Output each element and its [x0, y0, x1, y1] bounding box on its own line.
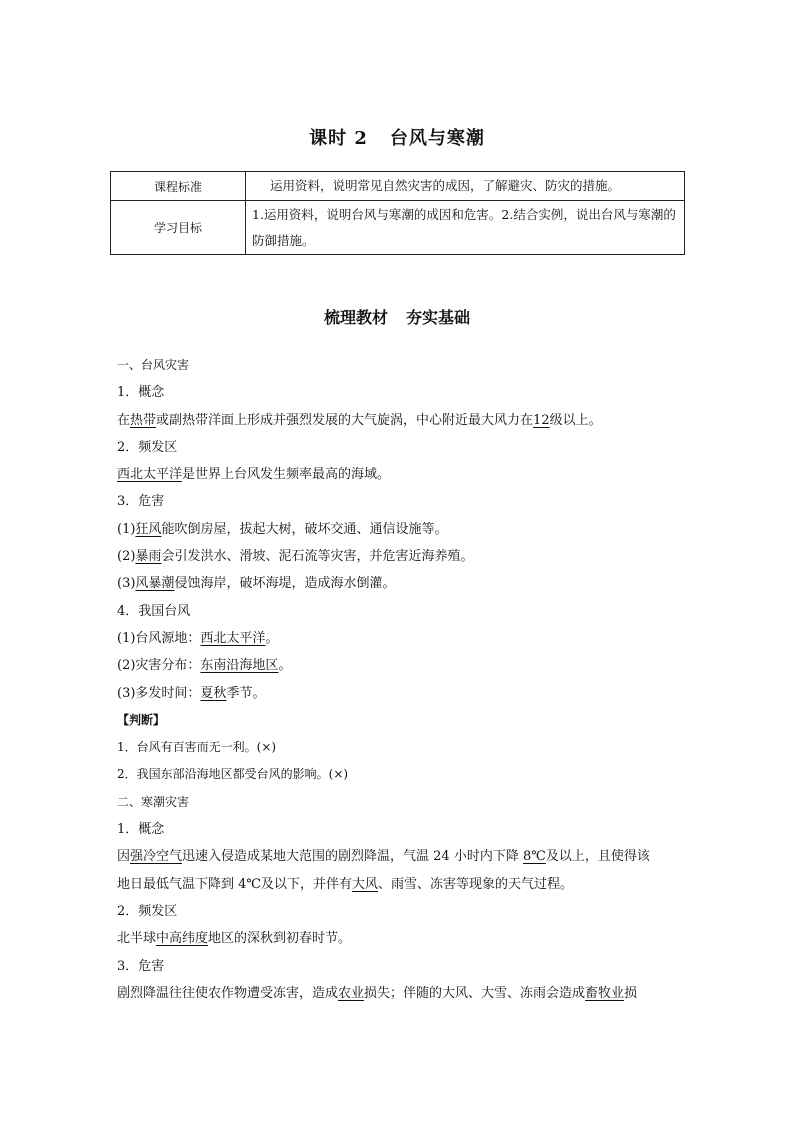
row-value: 运用资料，说明常见自然灾害的成因，了解避灾、防灾的措施。 — [246, 172, 685, 201]
blank-answer: 暴雨 — [135, 549, 162, 565]
blank-answer: 畜牧业 — [585, 985, 625, 1001]
text: 。 — [265, 630, 279, 646]
judge-heading: 【判断】 — [117, 712, 166, 727]
lesson-number: 课时 2 — [309, 128, 368, 149]
text: 地区的深秋到初春时节。 — [208, 931, 352, 947]
text: (1)台风源地： — [117, 630, 201, 646]
text: 损 — [624, 985, 638, 1001]
row-label: 课程标准 — [111, 172, 246, 201]
table-row — [111, 172, 685, 201]
judge-item-2: 2．我国东部沿海地区都受台风的影响。(×) — [117, 767, 349, 782]
text: 或副热带洋面上形成并强烈发展的大气旋涡，中心附近最大风力在 — [156, 412, 534, 428]
text: 剧烈降温往往使农作物遭受冻害，造成 — [117, 985, 339, 1001]
concept-heading: 1．概念 — [117, 822, 165, 838]
page-title — [0, 124, 794, 150]
text: (3)多发时间： — [117, 685, 201, 701]
text: (1) — [117, 521, 136, 537]
coldwave-concept-line-1 — [117, 843, 697, 870]
text: (2) — [117, 549, 136, 565]
blank-answer: 西北太平洋 — [117, 467, 183, 483]
text: 因 — [117, 849, 131, 865]
harm-heading: 3．危害 — [117, 494, 165, 510]
zone-heading: 2．频发区 — [117, 903, 178, 919]
text: 级以上 — [549, 412, 589, 428]
row-label: 学习目标 — [111, 201, 246, 255]
coldwave-harm-line-1 — [117, 980, 697, 1007]
text: 在 — [117, 412, 131, 428]
blank-answer: 农业 — [338, 985, 365, 1001]
china-item-2 — [117, 652, 697, 679]
part2-heading: 二、寒潮灾害 — [117, 794, 190, 809]
china-heading: 4．我国台风 — [117, 603, 191, 619]
text: (3) — [117, 576, 136, 592]
typhoon-harm-3 — [117, 570, 697, 597]
text: 是世界上台风发生频率最高的海域。 — [182, 467, 391, 483]
text: 能吹倒房屋，拔起大树，破坏交通、通信设施等。 — [161, 521, 448, 537]
text: 季节。 — [226, 685, 266, 701]
typhoon-zone — [117, 461, 697, 488]
coldwave-zone — [117, 925, 697, 952]
lesson-topic: 台风与寒潮 — [389, 128, 485, 149]
blank-answer: 热带 — [130, 412, 157, 428]
typhoon-harm-2 — [117, 543, 697, 570]
content-body — [117, 352, 697, 1007]
section-title-right: 夯实基础 — [406, 308, 471, 327]
blank-answer: 12 — [533, 412, 550, 428]
blank-answer: 夏秋 — [200, 685, 227, 701]
china-item-3 — [117, 680, 697, 707]
blank-answer: 中高纬度 — [156, 931, 209, 947]
table-row — [111, 201, 685, 255]
text: 。 — [278, 658, 292, 674]
concept-heading: 1．概念 — [117, 385, 165, 401]
text: 迅速入侵造成某地大范围的剧烈降温，气温 24 小时内下降 — [182, 849, 523, 865]
text: 北半球 — [117, 931, 157, 947]
text: 及以上，且使得该 — [545, 849, 650, 865]
judge-item-1: 1．台风有百害而无一利。(×) — [117, 740, 277, 755]
standards-table — [110, 171, 685, 255]
typhoon-concept — [117, 407, 697, 434]
text: 侵蚀海岸，破坏海堤，造成海水倒灌。 — [174, 576, 396, 592]
blank-answer: 西北太平洋 — [200, 630, 266, 646]
section-title-left: 梳理教材 — [323, 308, 388, 327]
harm-heading: 3．危害 — [117, 958, 165, 974]
text: 、雨雪、冻害等现象的天气过程。 — [377, 876, 573, 892]
blank-answer: 强冷空气 — [130, 849, 183, 865]
section-title — [0, 305, 794, 328]
blank-answer: 风暴潮 — [135, 576, 175, 592]
china-item-1 — [117, 625, 697, 652]
typhoon-harm-1 — [117, 516, 697, 543]
blank-answer: 8℃ — [522, 849, 546, 865]
coldwave-concept-line-2 — [117, 871, 697, 898]
row-value: 1.运用资料，说明台风与寒潮的成因和危害。2.结合实例，说出台风与寒潮的防御措施。 — [246, 201, 685, 255]
part1-heading: 一、台风灾害 — [117, 358, 190, 372]
text: 。 — [588, 412, 602, 428]
zone-heading: 2．频发区 — [117, 439, 178, 455]
text: 会引发洪水、滑坡、泥石流等灾害，并危害近海养殖。 — [161, 549, 474, 565]
blank-answer: 狂风 — [135, 521, 162, 537]
text: 损失；伴随的大风、大雪、冻雨会造成 — [364, 985, 586, 1001]
blank-answer: 大风 — [351, 876, 378, 892]
text: (2)灾害分布： — [117, 658, 201, 674]
blank-answer: 东南沿海地区 — [200, 658, 279, 674]
text: 地日最低气温下降到 4℃及以下，并伴有 — [117, 876, 352, 892]
